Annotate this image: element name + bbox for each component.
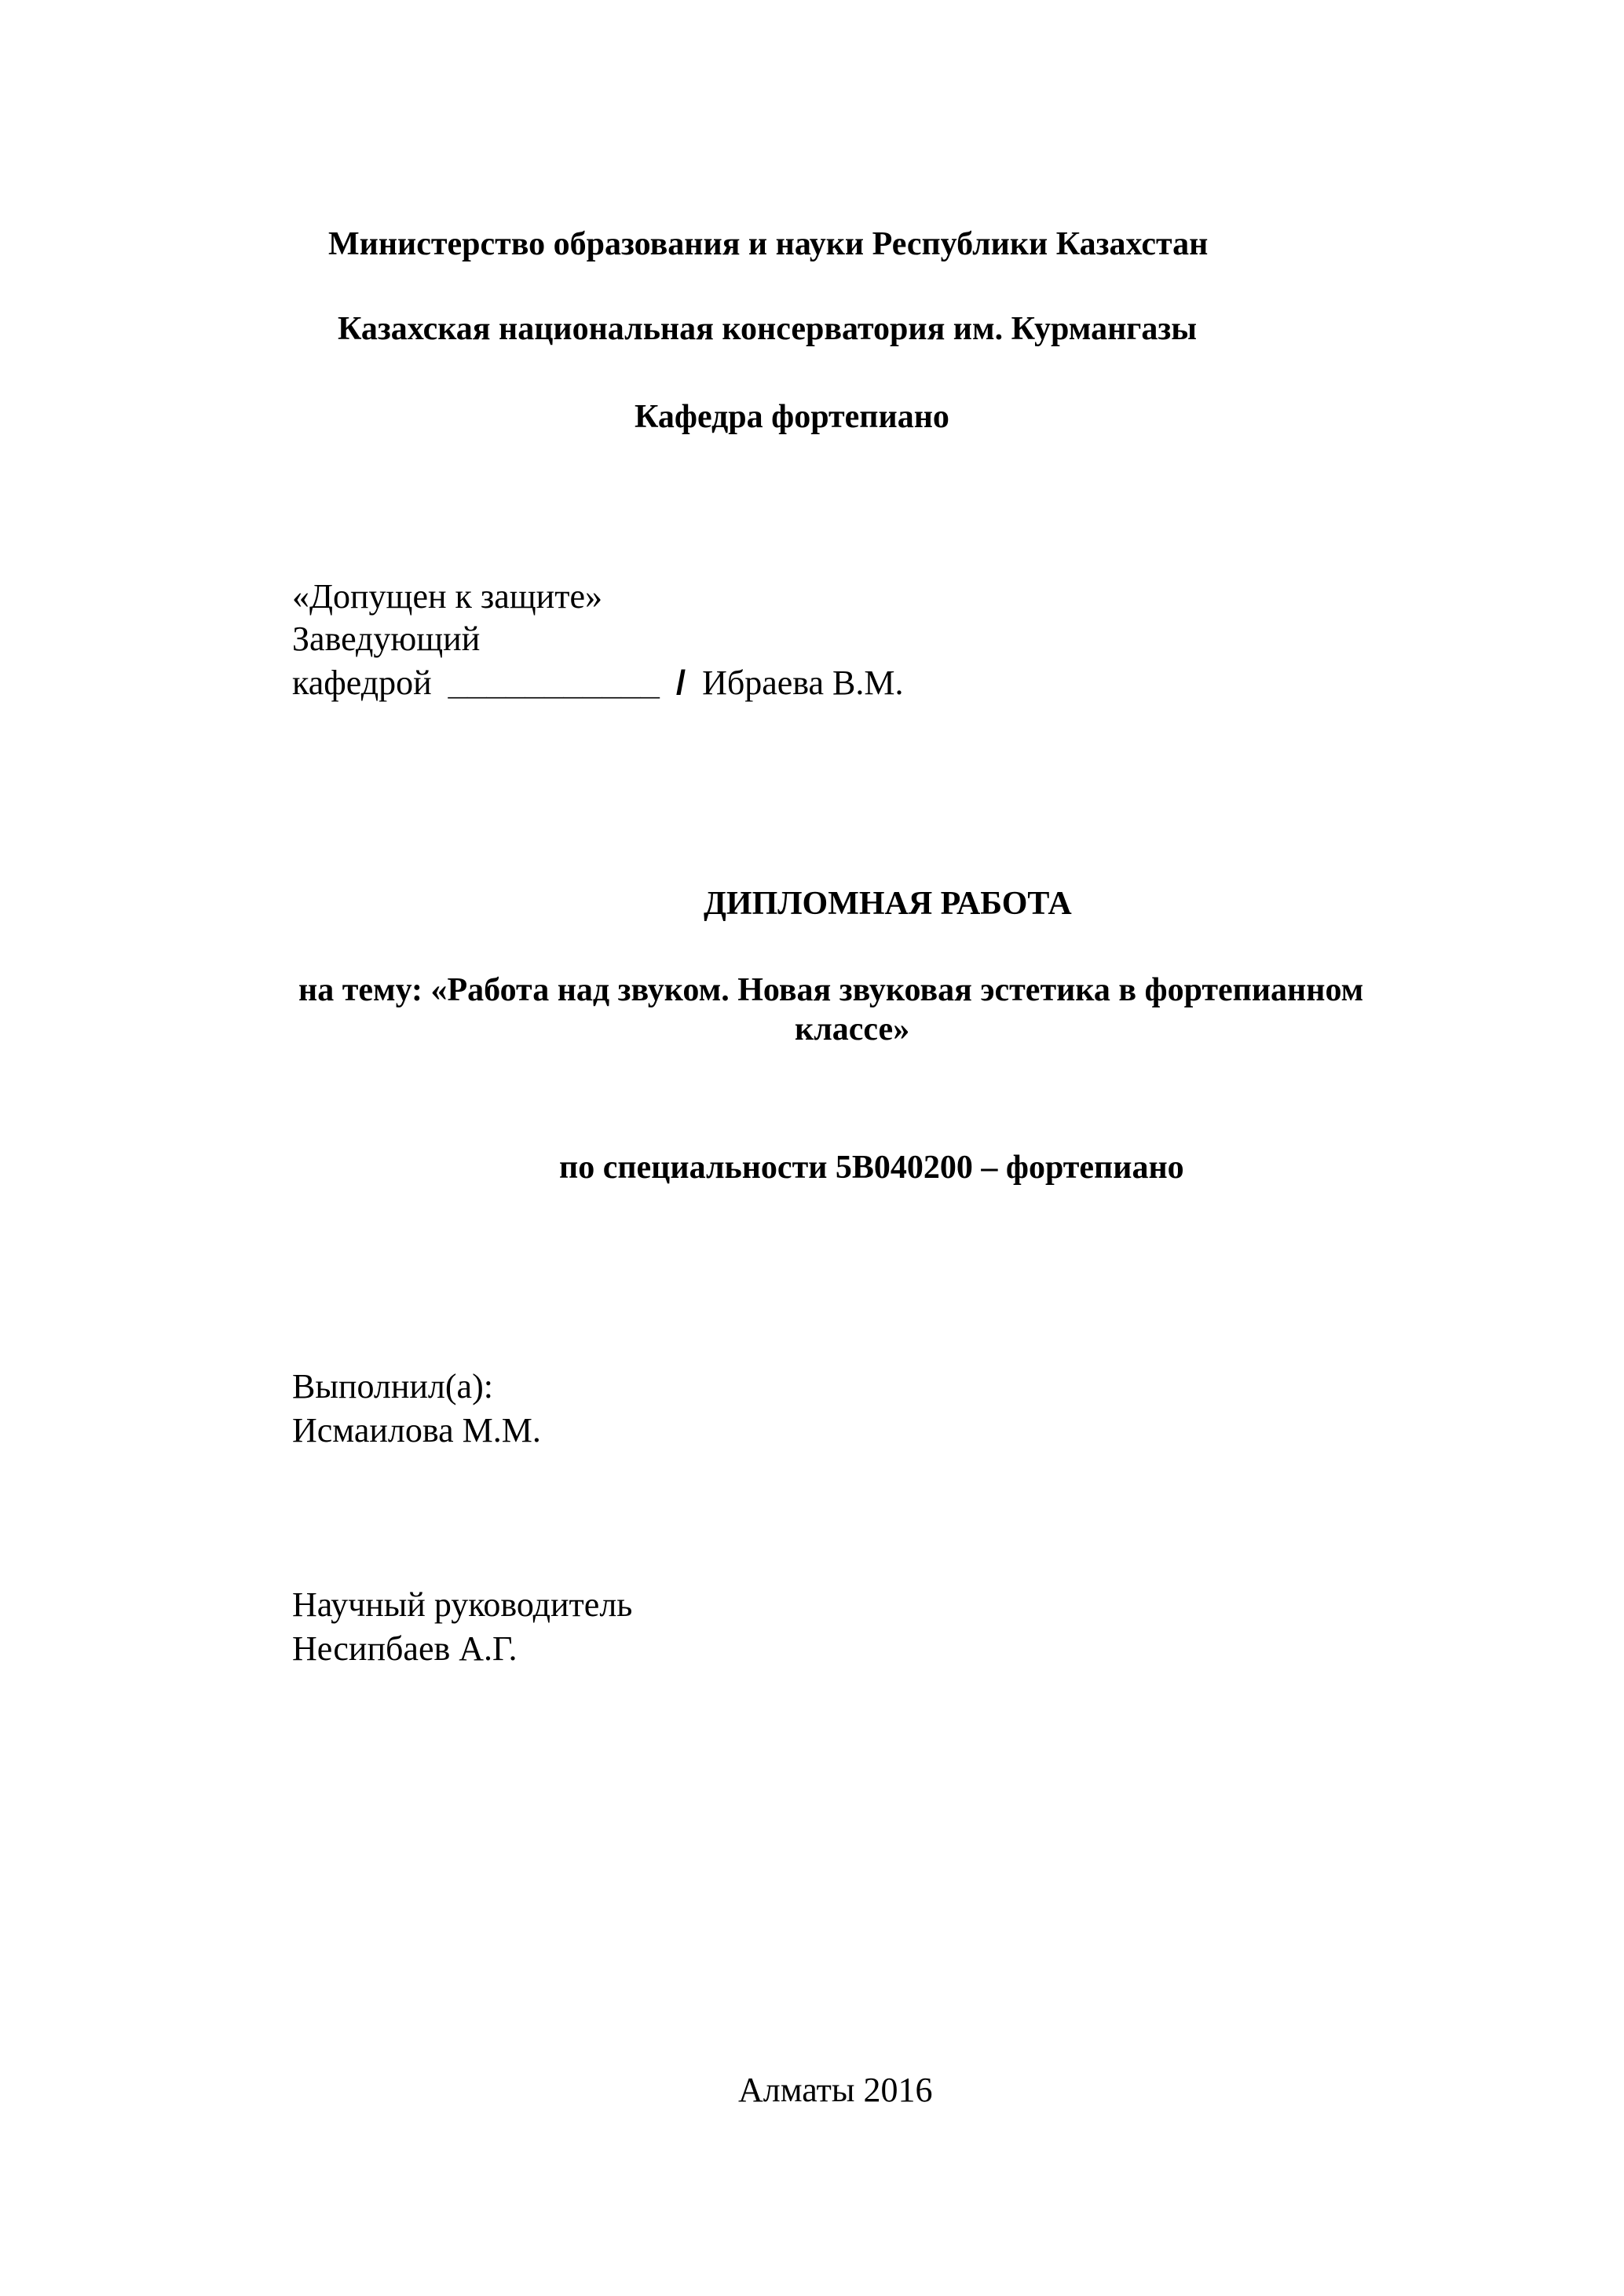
institution-heading: Казахская национальная консерватория им. Курмангазы	[338, 311, 1198, 347]
work-type-heading: ДИПЛОМНАЯ РАБОТА	[704, 886, 1072, 922]
head-title-line-1: Заведующий	[292, 620, 481, 658]
supervisor-name: Несипбаев А.Г.	[292, 1629, 518, 1668]
specialty-line: по специальности 5В040200 – фортепиано	[559, 1150, 1184, 1186]
topic-line-1: на тему: «Работа над звуком. Новая звуковая эстетика в фортепианном	[298, 972, 1364, 1008]
signature-slash: /	[675, 664, 686, 702]
admitted-label: «Допущен к защите»	[292, 577, 602, 616]
head-name: Ибраева В.М.	[702, 664, 904, 702]
author-name: Исмаилова М.М.	[292, 1411, 541, 1450]
supervisor-label: Научный руководитель	[292, 1585, 633, 1624]
head-title-line-2: кафедрой	[292, 664, 432, 702]
signature-line: ___________	[448, 664, 660, 702]
topic-line-2: классе»	[795, 1011, 910, 1047]
author-label: Выполнил(а):	[292, 1367, 493, 1406]
head-signature-row	[292, 666, 903, 700]
department-heading: Кафедра фортепиано	[635, 399, 949, 435]
ministry-heading: Министерство образования и науки Республики Казахстан	[328, 226, 1209, 262]
city-year: Алматы 2016	[738, 2071, 933, 2109]
